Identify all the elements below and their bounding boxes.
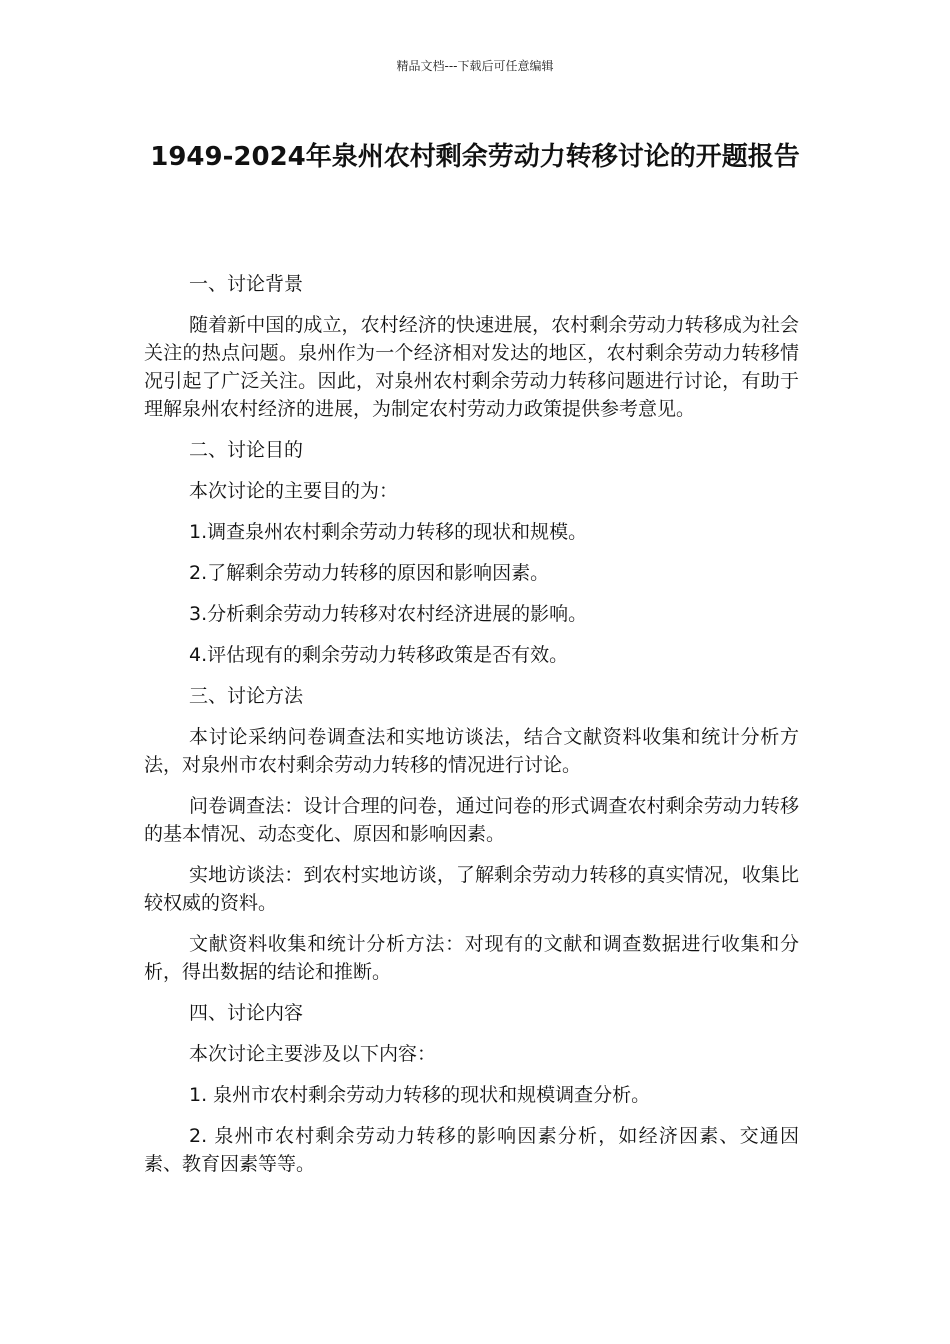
paragraph-content-intro: 本次讨论主要涉及以下内容： — [189, 1043, 437, 1065]
section-heading-method: 三、讨论方法 — [189, 685, 304, 707]
header-note: 精品文档---下载后可任意编辑 — [396, 59, 554, 73]
paragraph-interview: 实地访谈法：到农村实地访谈，了解剩余劳动力转移的真实情况，收集比较权威的资料。 — [144, 864, 799, 914]
section-heading-purpose: 二、讨论目的 — [189, 439, 304, 461]
paragraph-literature: 文献资料收集和统计分析方法：对现有的文献和调查数据进行收集和分析，得出数据的结论和推断。 — [144, 933, 799, 983]
paragraph-purpose-intro: 本次讨论的主要目的为： — [189, 480, 399, 502]
paragraph-questionnaire: 问卷调查法：设计合理的问卷，通过问卷的形式调查农村剩余劳动力转移的基本情况、动态变化、原因和影响因素。 — [144, 795, 799, 845]
list-item: 1. 泉州市农村剩余劳动力转移的现状和规模调查分析。 — [189, 1084, 651, 1106]
document-body — [144, 270, 799, 1191]
list-item: 2. 泉州市农村剩余劳动力转移的影响因素分析，如经济因素、交通因素、教育因素等等。 — [144, 1125, 799, 1175]
list-item: 3.分析剩余劳动力转移对农村经济进展的影响。 — [189, 603, 588, 625]
section-heading-content: 四、讨论内容 — [189, 1002, 304, 1024]
paragraph-method: 本讨论采纳问卷调查法和实地访谈法，结合文献资料收集和统计分析方法，对泉州市农村剩余劳动力转移的情况进行讨论。 — [144, 726, 799, 776]
section-heading-background: 一、讨论背景 — [189, 273, 304, 295]
list-item: 4.评估现有的剩余劳动力转移政策是否有效。 — [189, 644, 569, 666]
paragraph-background: 随着新中国的成立，农村经济的快速进展，农村剩余劳动力转移成为社会关注的热点问题。泉州作为一个经济相对发达的地区，农村剩余劳动力转移情况引起了广泛关注。因此，对泉州农村剩余劳动力转移问题进行讨论，有助于理解泉州农村经济的进展，为制定农村劳动力政策提供参考意见。 — [144, 314, 799, 420]
document-title: 1949-2024年泉州农村剩余劳动力转移讨论的开题报告 — [150, 142, 800, 172]
list-item: 1.调查泉州农村剩余劳动力转移的现状和规模。 — [189, 521, 588, 543]
list-item: 2.了解剩余劳动力转移的原因和影响因素。 — [189, 562, 550, 584]
